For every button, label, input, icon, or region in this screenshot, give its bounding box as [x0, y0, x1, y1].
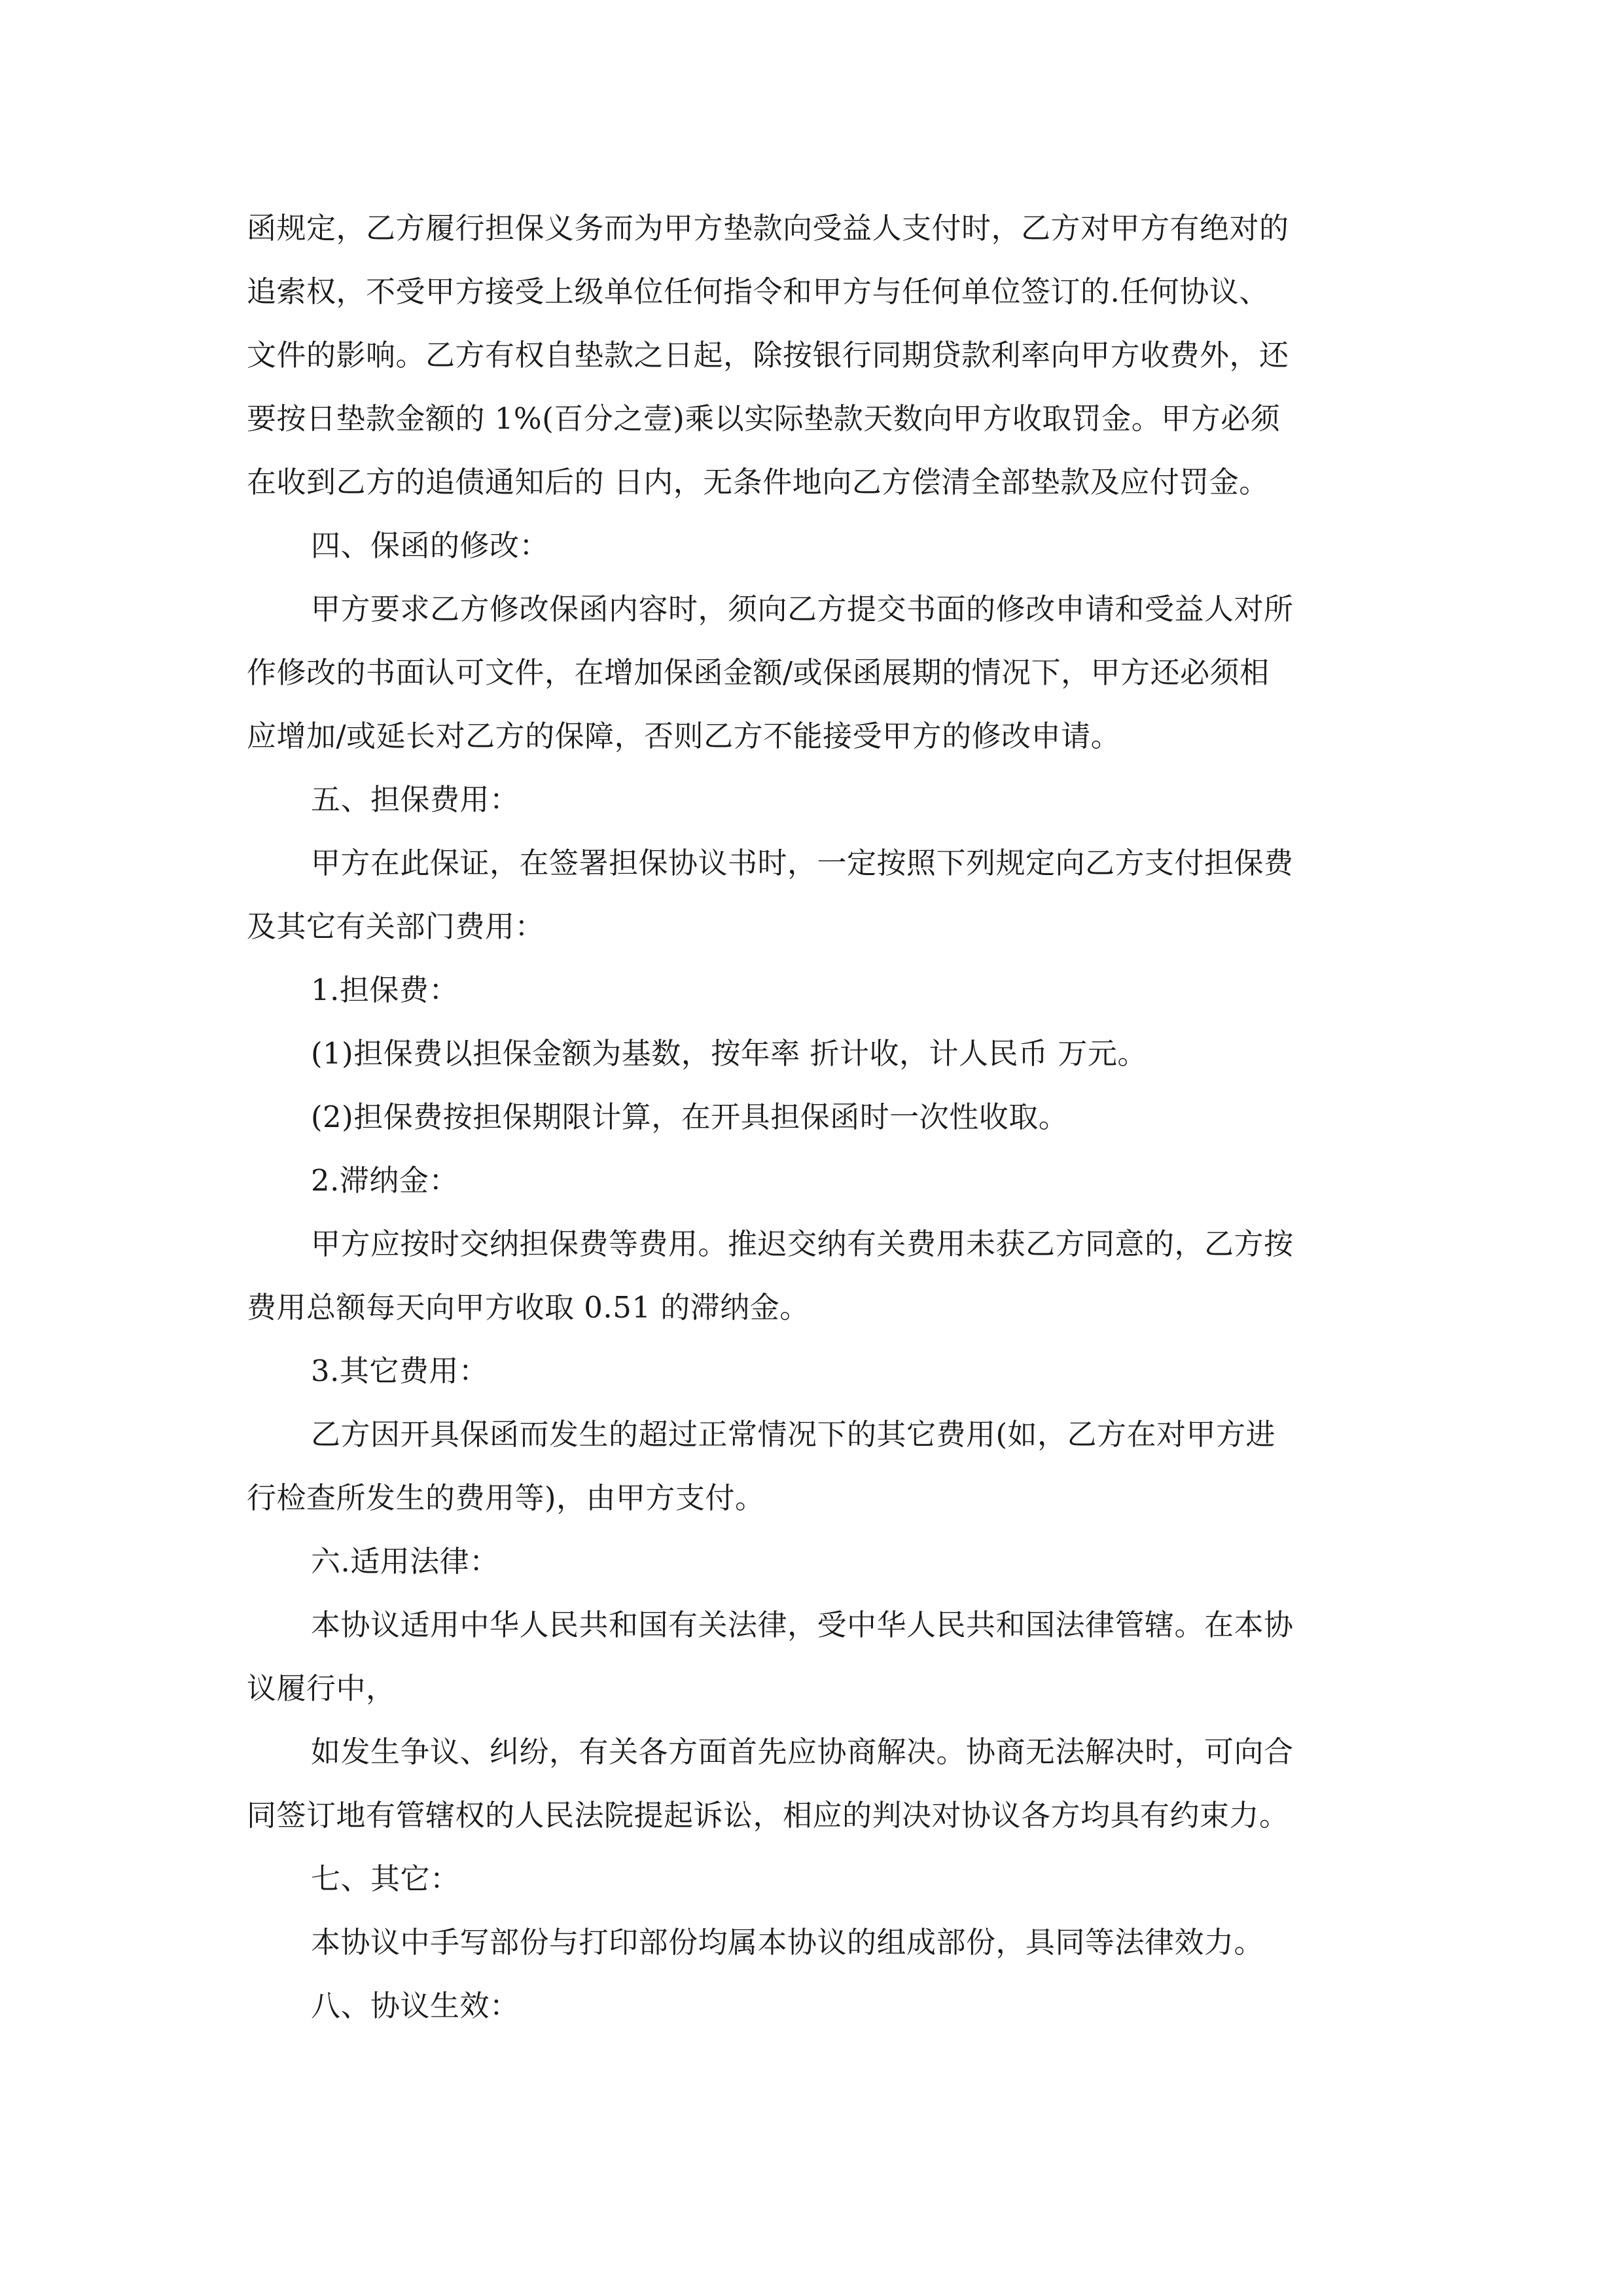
document-line: 四、保函的修改： [311, 528, 550, 563]
document-line: 甲方要求乙方修改保函内容时，须向乙方提交书面的修改申请和受益人对所 [311, 592, 1294, 626]
document-line: 如发生争议、纠纷，有关各方面首先应协商解决。协商无法解决时，可向合 [311, 1734, 1294, 1769]
document-line: 2.滞纳金： [311, 1163, 459, 1198]
document-line: 本协议适用中华人民共和国有关法律，受中华人民共和国法律管辖。在本协 [311, 1607, 1294, 1642]
document-line: 同签订地有管辖权的人民法院提起诉讼，相应的判决对协议各方均具有约束力。 [247, 1798, 1289, 1833]
document-line: 八、协议生效： [311, 1988, 520, 2023]
document-line: 费用总额每天向甲方收取 0.51 的滞纳金。 [247, 1290, 810, 1325]
document-line: 函规定，乙方履行担保义务而为甲方垫款向受益人支付时，乙方对甲方有绝对的 [247, 211, 1289, 245]
document-line: 行检查所发生的费用等)，由甲方支付。 [247, 1480, 765, 1515]
document-line: 应增加/或延长对乙方的保障，否则乙方不能接受甲方的修改申请。 [247, 719, 1121, 753]
document-line: 3.其它费用： [311, 1354, 489, 1388]
document-line: 本协议中手写部份与打印部份均属本协议的组成部份，具同等法律效力。 [311, 1925, 1264, 1960]
document-line: 及其它有关部门费用： [247, 909, 545, 944]
document-line: 要按日垫款金额的 1%(百分之壹)乘以实际垫款天数向甲方收取罚金。甲方必须 [247, 401, 1281, 436]
document-line: 五、担保费用： [311, 782, 520, 817]
document-line: 在收到乙方的追债通知后的 日内，无条件地向乙方偿清全部垫款及应付罚金。 [247, 465, 1269, 499]
document-line: 作修改的书面认可文件，在增加保函金额/或保函展期的情况下，甲方还必须相 [247, 655, 1270, 690]
document-line: (2)担保费按担保期限计算，在开具担保函时一次性收取。 [311, 1100, 1069, 1134]
document-body [247, 196, 1399, 2037]
document-line: 1.担保费： [311, 973, 459, 1007]
document-line: 甲方在此保证，在签署担保协议书时，一定按照下列规定向乙方支付担保费 [311, 846, 1294, 880]
document-line: 甲方应按时交纳担保费等费用。推迟交纳有关费用未获乙方同意的，乙方按 [311, 1227, 1294, 1261]
document-line: (1)担保费以担保金额为基数，按年率 折计收，计人民币 万元。 [311, 1036, 1147, 1071]
document-line: 议履行中， [247, 1671, 396, 1706]
document-line: 文件的影响。乙方有权自垫款之日起，除按银行同期贷款利率向甲方收费外，还 [247, 338, 1289, 372]
document-line: 七、其它： [311, 1861, 460, 1896]
document-line: 六.适用法律： [311, 1544, 499, 1579]
document-line: 乙方因开具保函而发生的超过正常情况下的其它费用(如，乙方在对甲方进 [311, 1417, 1276, 1452]
document-line: 追索权，不受甲方接受上级单位任何指令和甲方与任何单位签订的.任何协议、 [247, 274, 1269, 309]
